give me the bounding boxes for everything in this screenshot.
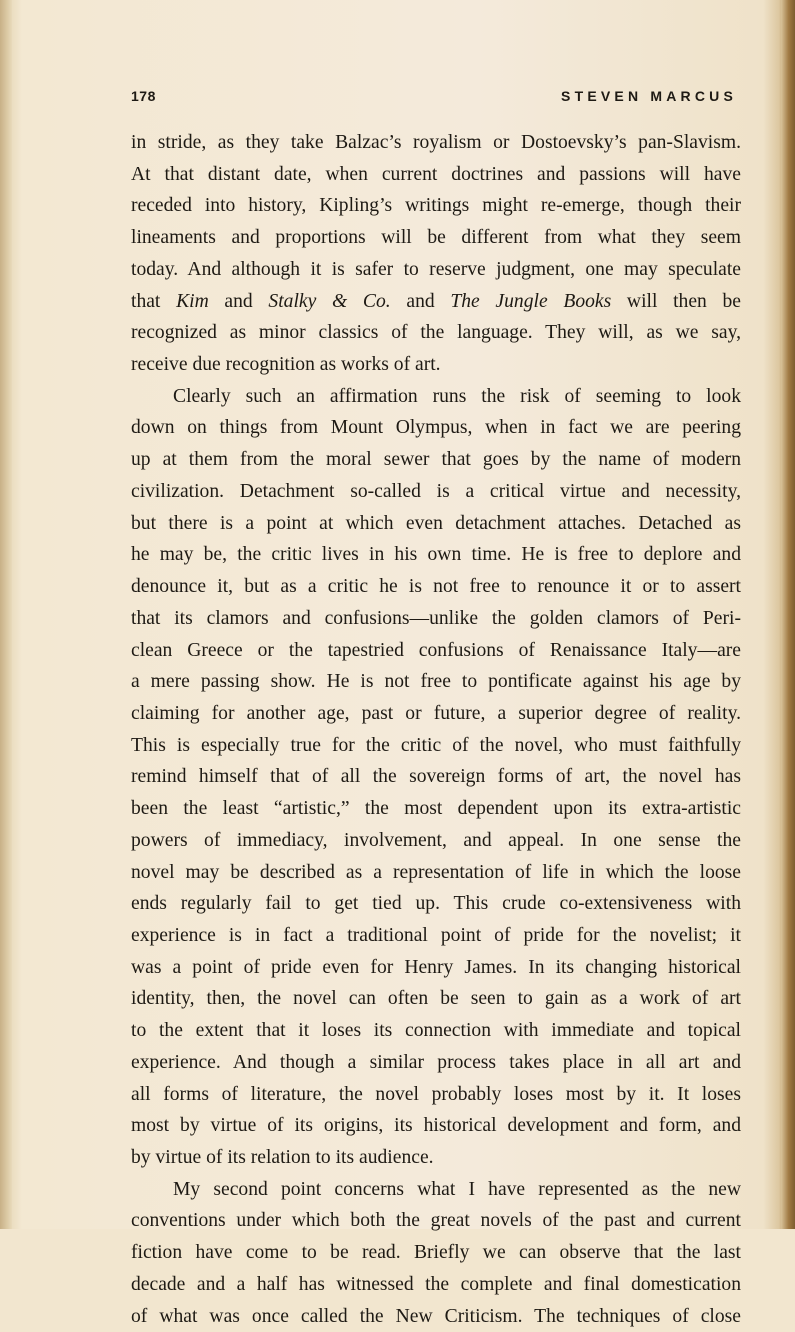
- text-line: denounce it, but as a critic he is not free to renounce it or to assert: [131, 576, 741, 598]
- text-line: remind himself that of all the sovereign forms of art, the novel has: [131, 766, 741, 788]
- text-line: to the extent that it loses its connection with immediate and topical: [131, 1020, 741, 1042]
- text-line: clean Greece or the tapestried confusions of Renaissance Italy—are: [131, 639, 741, 661]
- running-head: STEVEN MARCUS: [561, 88, 737, 104]
- text-line: decade and a half has witnessed the complete and final domestication: [131, 1273, 741, 1295]
- page-header: [131, 88, 737, 110]
- text-line: down on things from Mount Olympus, when in fact we are peering: [131, 417, 741, 439]
- text-line: experience is in fact a traditional point of pride for the novelist; it: [131, 924, 741, 946]
- text-line: a mere passing show. He is not free to pontificate against his age by: [131, 671, 741, 693]
- text-line: civilization. Detachment so-called is a critical virtue and necessity,: [131, 480, 741, 502]
- page-number: 178: [131, 88, 156, 104]
- text-line: up at them from the moral sewer that goes by the name of modern: [131, 449, 741, 471]
- text-line: was a point of pride even for Henry James. In its changing historical: [131, 956, 741, 978]
- book-spine-shadow: [0, 0, 12, 1229]
- text-run: and: [208, 290, 269, 312]
- italic-title: Stalky & Co.: [268, 290, 391, 312]
- text-line: Clearly such an affirmation runs the risk of seeming to look: [173, 385, 741, 407]
- text-line: novel may be described as a representation of life in which the loose: [131, 861, 741, 883]
- text-line: by virtue of its relation to its audience.: [131, 1147, 434, 1168]
- text-line: ends regularly fail to get tied up. This crude co-extensiveness with: [131, 893, 741, 915]
- text-line: [131, 286, 741, 318]
- text-line: experience. And though a similar process takes place in all art and: [131, 1051, 741, 1073]
- text-line: fiction have come to be read. Briefly we can observe that the last: [131, 1242, 741, 1264]
- body-text: [131, 127, 741, 1332]
- text-line: claiming for another age, past or future, a superior degree of reality.: [131, 702, 741, 724]
- italic-title: Kim: [176, 290, 209, 312]
- text-line: that its clamors and confusions—unlike the golden clamors of Peri-: [131, 607, 741, 629]
- text-line: powers of immediacy, involvement, and appeal. In one sense the: [131, 829, 741, 851]
- text-line: most by virtue of its origins, its historical development and form, and: [131, 1115, 741, 1137]
- text-run: and: [390, 290, 451, 312]
- text-line: At that distant date, when current doctrines and passions will have: [131, 163, 741, 185]
- text-line: of what was once called the New Criticism. The techniques of close: [131, 1305, 741, 1327]
- text-line: receive due recognition as works of art.: [131, 354, 441, 376]
- text-run: will then be: [611, 290, 742, 312]
- text-line: conventions under which both the great novels of the past and current: [131, 1210, 741, 1232]
- page-edge: [781, 0, 795, 1229]
- text-line: but there is a point at which even detachment attaches. Detached as: [131, 512, 741, 534]
- text-line: My second point concerns what I have represented as the new: [173, 1178, 741, 1200]
- text-line: receded into history, Kipling’s writings might re-emerge, though their: [131, 195, 741, 217]
- text-line: This is especially true for the critic of the novel, who must faithfully: [131, 734, 741, 756]
- text-line: he may be, the critic lives in his own time. He is free to deplore and: [131, 544, 741, 566]
- text-line: all forms of literature, the novel probably loses most by it. It loses: [131, 1083, 741, 1105]
- text-line: today. And although it is safer to reserve judgment, one may speculate: [131, 258, 741, 280]
- text-line: lineaments and proportions will be different from what they seem: [131, 227, 741, 249]
- text-run: that: [131, 290, 177, 312]
- text-line: identity, then, the novel can often be seen to gain as a work of art: [131, 988, 741, 1010]
- text-line: recognized as minor classics of the language. They will, as we say,: [131, 322, 741, 344]
- text-line: been the least “artistic,” the most dependent upon its extra-artistic: [131, 798, 741, 820]
- italic-title: The Jungle Books: [450, 290, 612, 312]
- text-line: in stride, as they take Balzac’s royalism or Dostoevsky’s pan-Slavism.: [131, 132, 741, 153]
